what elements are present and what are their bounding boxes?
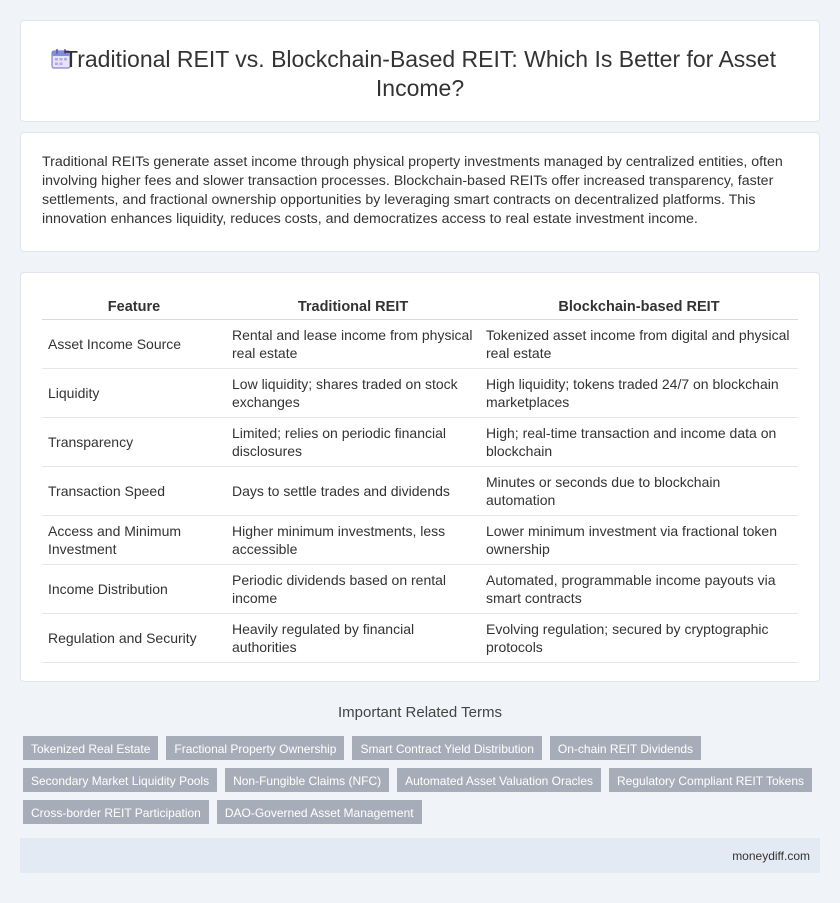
blockchain-cell: Minutes or seconds due to blockchain automation — [480, 466, 798, 515]
feature-cell: Asset Income Source — [42, 319, 226, 368]
traditional-cell: Higher minimum investments, less accessible — [226, 515, 480, 564]
title-card — [20, 20, 820, 122]
header-feature: Feature — [42, 297, 226, 319]
blockchain-cell: Automated, programmable income payouts via smart contracts — [480, 564, 798, 613]
table-header-row — [42, 297, 798, 319]
related-terms-list — [23, 736, 813, 824]
page-title-wrap — [61, 45, 779, 103]
term-tag[interactable]: Secondary Market Liquidity Pools — [23, 768, 217, 792]
footer-site-link[interactable]: moneydiff.com — [732, 849, 810, 863]
table-row — [42, 368, 798, 417]
feature-cell: Transparency — [42, 417, 226, 466]
feature-cell: Access and Minimum Investment — [42, 515, 226, 564]
traditional-cell: Days to settle trades and dividends — [226, 466, 480, 515]
table-row — [42, 466, 798, 515]
traditional-cell: Heavily regulated by financial authorities — [226, 613, 480, 662]
feature-cell: Transaction Speed — [42, 466, 226, 515]
term-tag[interactable]: DAO-Governed Asset Management — [217, 800, 422, 824]
table-row — [42, 319, 798, 368]
header-blockchain: Blockchain-based REIT — [480, 297, 798, 319]
traditional-cell: Periodic dividends based on rental income — [226, 564, 480, 613]
comparison-card — [20, 272, 820, 682]
blockchain-cell: High; real-time transaction and income data on blockchain — [480, 417, 798, 466]
blockchain-cell: Tokenized asset income from digital and physical real estate — [480, 319, 798, 368]
table-row — [42, 613, 798, 662]
table-row — [42, 417, 798, 466]
related-terms-title: Important Related Terms — [338, 704, 502, 721]
feature-cell: Liquidity — [42, 368, 226, 417]
feature-cell: Income Distribution — [42, 564, 226, 613]
term-tag[interactable]: Smart Contract Yield Distribution — [352, 736, 541, 760]
blockchain-cell: Evolving regulation; secured by cryptographic protocols — [480, 613, 798, 662]
traditional-cell: Low liquidity; shares traded on stock exchanges — [226, 368, 480, 417]
term-tag[interactable]: On-chain REIT Dividends — [550, 736, 701, 760]
feature-cell: Regulation and Security — [42, 613, 226, 662]
intro-card — [20, 132, 820, 252]
page-title: Traditional REIT vs. Blockchain-Based REIT: Which Is Better for Asset Income? — [64, 46, 776, 101]
term-tag[interactable]: Non-Fungible Claims (NFC) — [225, 768, 389, 792]
traditional-cell: Rental and lease income from physical real estate — [226, 319, 480, 368]
term-tag[interactable]: Regulatory Compliant REIT Tokens — [609, 768, 812, 792]
traditional-cell: Limited; relies on periodic financial disclosures — [226, 417, 480, 466]
term-tag[interactable]: Fractional Property Ownership — [166, 736, 344, 760]
intro-paragraph: Traditional REITs generate asset income through physical property investments managed by centralized entities, often involving higher fees and slower transaction processes. Blockchain-based REITs offer increased transparency, faster settlements, and fractional ownership opportunities by leveraging smart contracts on decentralized platforms. This innovation enhances liquidity, reduces costs, and democratizes access to real estate investment income. — [42, 154, 783, 227]
blockchain-cell: Lower minimum investment via fractional token ownership — [480, 515, 798, 564]
term-tag[interactable]: Automated Asset Valuation Oracles — [397, 768, 601, 792]
term-tag[interactable]: Tokenized Real Estate — [23, 736, 158, 760]
comparison-table — [42, 297, 798, 663]
footer — [20, 838, 820, 873]
table-row — [42, 515, 798, 564]
table-row — [42, 564, 798, 613]
header-traditional: Traditional REIT — [226, 297, 480, 319]
term-tag[interactable]: Cross-border REIT Participation — [23, 800, 209, 824]
blockchain-cell: High liquidity; tokens traded 24/7 on blockchain marketplaces — [480, 368, 798, 417]
